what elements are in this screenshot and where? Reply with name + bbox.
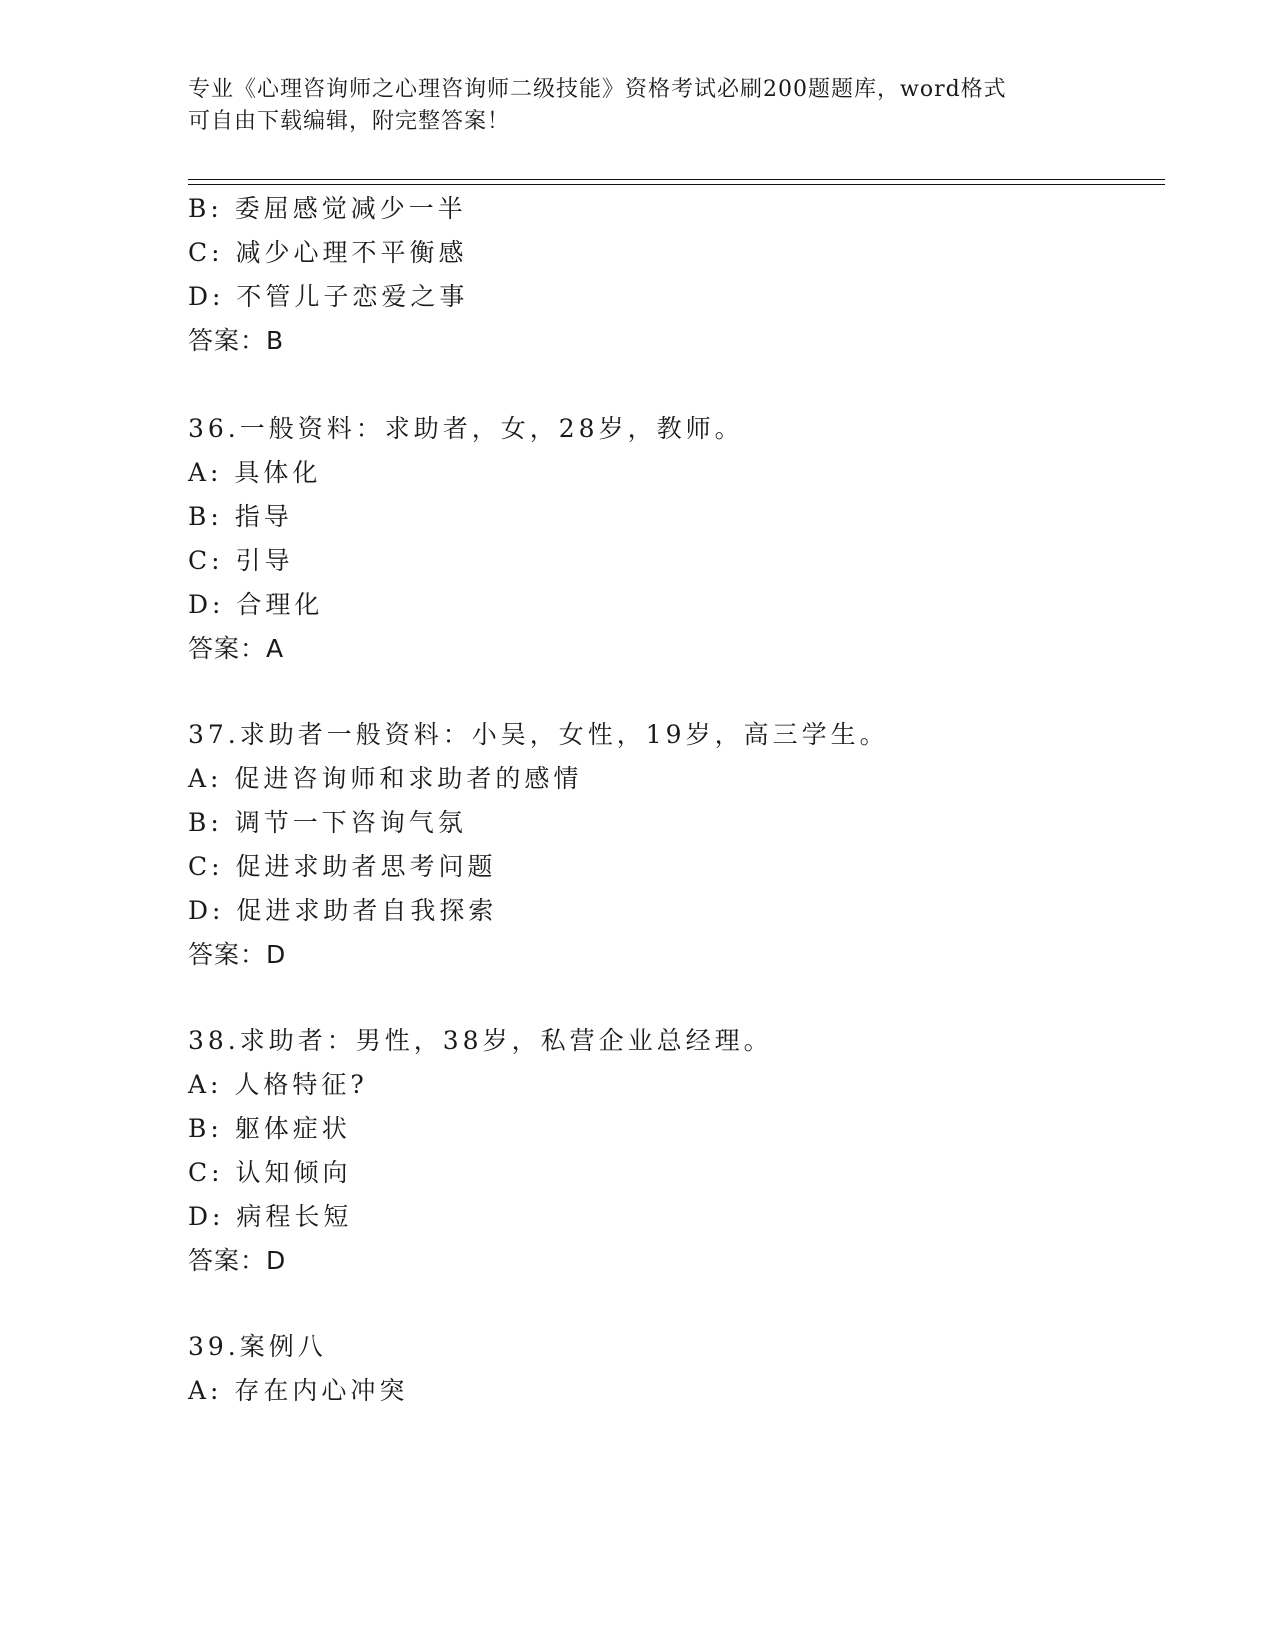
q37-answer: 答案：D [188,940,287,969]
header-line-1: 专业《心理咨询师之心理咨询师二级技能》资格考试必刷200题题库，word格式 [188,77,1007,102]
header-line-2: 可自由下载编辑，附完整答案！ [188,109,511,134]
q38-option-a: A: 人格特征? [188,1070,368,1099]
q36-option-a: A: 具体化 [188,458,322,487]
q38-option-d: D: 病程长短 [188,1202,353,1231]
q36-stem: 36.一般资料：求助者，女，28岁，教师。 [188,414,744,443]
prev-answer: 答案：B [188,326,285,355]
q36-option-b: B: 指导 [188,502,293,531]
prev-option-b: B: 委屈感觉减少一半 [188,194,467,223]
q36-option-c: C: 引导 [188,546,294,575]
q38-option-c: C: 认知倾向 [188,1158,352,1187]
q37-stem: 37.求助者一般资料：小吴，女性，19岁，高三学生。 [188,720,889,749]
q39-stem: 39.案例八 [188,1332,327,1361]
document-header [188,74,1088,138]
q37-option-b: B: 调节一下咨询气氛 [188,808,467,837]
q37-option-a: A: 促进咨询师和求助者的感情 [188,764,583,793]
prev-option-d: D: 不管儿子恋爱之事 [188,282,469,311]
prev-option-c: C: 减少心理不平衡感 [188,238,468,267]
q36-option-d: D: 合理化 [188,590,324,619]
q38-option-b: B: 躯体症状 [188,1114,351,1143]
q37-option-d: D: 促进求助者自我探索 [188,896,498,925]
q38-answer: 答案：D [188,1246,287,1275]
q39-option-a: A: 存在内心冲突 [188,1376,409,1405]
q36-answer: 答案：A [188,634,285,663]
header-divider-top [188,179,1165,180]
header-divider-bottom [188,184,1165,185]
q37-option-c: C: 促进求助者思考问题 [188,852,497,881]
q38-stem: 38.求助者：男性，38岁，私营企业总经理。 [188,1026,773,1055]
